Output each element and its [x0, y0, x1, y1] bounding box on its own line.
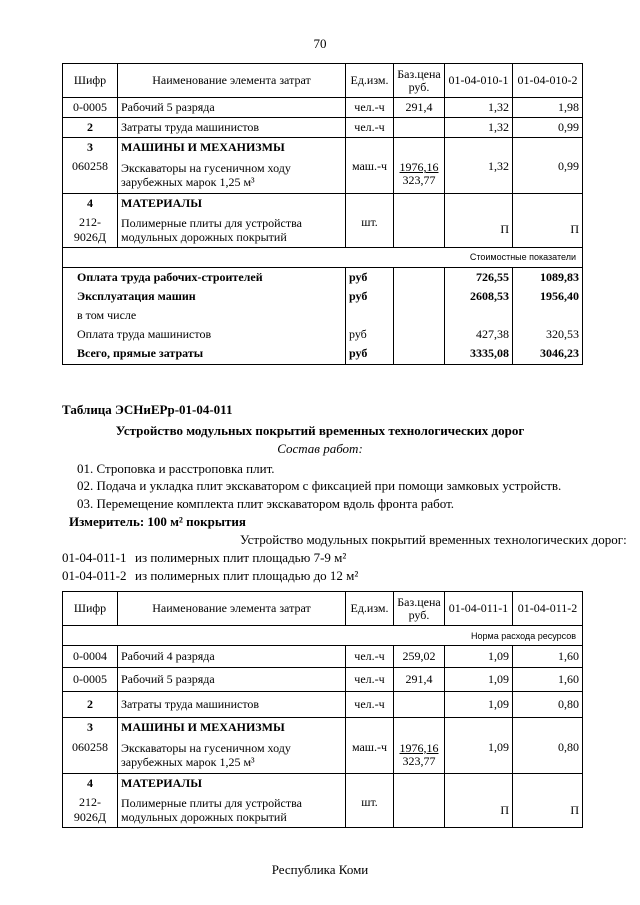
summary-label: Эксплуатация машин — [63, 287, 346, 306]
resource-table-01-04-011 — [62, 591, 583, 828]
work-item: 02. Подача и укладка плит экскаватором с фиксацией при помощи замковых устройств. — [77, 478, 562, 493]
row-price — [394, 157, 445, 193]
row-value-2: 0,80 — [513, 738, 583, 774]
table-row — [63, 157, 583, 193]
row-price — [394, 793, 445, 828]
header-code: Шифр — [63, 64, 118, 98]
variant-code: 01-04-011-2 — [62, 568, 127, 583]
price-bottom: 323,77 — [402, 753, 436, 768]
price-bottom: 323,77 — [402, 173, 436, 188]
row-code: 0-0005 — [63, 98, 118, 118]
summary-value-1: 3335,08 — [445, 344, 513, 364]
variants-intro: Устройство модульных покрытий временных технологических дорог: — [240, 532, 627, 547]
section-label-row — [63, 626, 583, 646]
row-unit: маш.-ч — [346, 157, 394, 193]
section-row — [63, 718, 583, 738]
section-title: МАТЕРИАЛЫ — [118, 774, 346, 794]
cost-table-01-04-010 — [62, 63, 583, 365]
work-item: 03. Перемещение комплекта плит экскаватором вдоль фронта работ. — [77, 496, 455, 511]
row-value-1: 1,32 — [445, 98, 513, 118]
row-unit: маш.-ч — [346, 738, 394, 774]
row-value-1: 1,09 — [445, 738, 513, 774]
section-title: Устройство модульных покрытий временных технологических дорог — [115, 423, 525, 438]
header-unit: Ед.изм. — [346, 64, 394, 98]
row-code: 212-9026Д — [63, 793, 118, 828]
row-code: 3 — [63, 718, 118, 738]
row-price — [394, 213, 445, 248]
section-title: МАШИНЫ И МЕХАНИЗМЫ — [118, 138, 346, 158]
row-price: 291,4 — [394, 668, 445, 692]
row-value-2: 0,99 — [513, 157, 583, 193]
row-price — [394, 692, 445, 718]
row-value-2: 1,60 — [513, 646, 583, 668]
summary-unit: руб — [346, 325, 394, 344]
summary-value-1: 427,38 — [445, 325, 513, 344]
row-code: 4 — [63, 774, 118, 794]
row-value-2: П — [513, 793, 583, 828]
row-value-1: П — [445, 793, 513, 828]
table-header-row — [63, 64, 583, 98]
price-top: 1976,16 — [399, 160, 439, 175]
row-name: Затраты труда машинистов — [118, 118, 346, 138]
summary-value-2: 1089,83 — [513, 267, 583, 287]
row-unit: чел.-ч — [346, 98, 394, 118]
composition-heading: Состав работ: — [277, 441, 363, 456]
summary-value-2: 1956,40 — [513, 287, 583, 306]
header-code: Шифр — [63, 592, 118, 626]
variant-text: из полимерных плит площадью 7-9 м² — [135, 550, 347, 565]
header-name: Наименование элемента затрат — [118, 64, 346, 98]
header-name: Наименование элемента затрат — [118, 592, 346, 626]
summary-row — [63, 287, 583, 306]
row-value-1: 1,32 — [445, 157, 513, 193]
row-code: 4 — [63, 193, 118, 213]
work-item: 01. Строповка и расстроповка плит. — [77, 461, 275, 476]
summary-value-1: 726,55 — [445, 267, 513, 287]
summary-value-2 — [513, 306, 583, 325]
section-title: МАТЕРИАЛЫ — [118, 193, 346, 213]
summary-label: в том числе — [63, 306, 346, 325]
row-value-1: П — [445, 213, 513, 248]
row-name: Рабочий 5 разряда — [118, 668, 346, 692]
row-code: 0-0004 — [63, 646, 118, 668]
summary-row — [63, 306, 583, 325]
page-number: 70 — [313, 36, 327, 51]
row-code: 212-9026Д — [63, 213, 118, 248]
summary-value-1 — [445, 306, 513, 325]
summary-label: Оплата труда рабочих-строителей — [63, 267, 346, 287]
row-value-1: 1,09 — [445, 646, 513, 668]
row-unit: чел.-ч — [346, 692, 394, 718]
meter-label: Измеритель: 100 м² покрытия — [69, 514, 246, 529]
row-value-2: П — [513, 213, 583, 248]
row-code: 0-0005 — [63, 668, 118, 692]
summary-value-1: 2608,53 — [445, 287, 513, 306]
row-code: 060258 — [63, 738, 118, 774]
header-col2: 01-04-011-2 — [513, 592, 583, 626]
row-name: Экскаваторы на гусеничном ходу зарубежных марок 1,25 м³ — [118, 157, 346, 193]
summary-unit: руб — [346, 267, 394, 287]
row-value-2: 1,98 — [513, 98, 583, 118]
row-unit: чел.-ч — [346, 668, 394, 692]
row-code: 2 — [63, 692, 118, 718]
row-unit: шт. — [346, 213, 394, 248]
summary-row — [63, 267, 583, 287]
summary-unit: руб — [346, 287, 394, 306]
header-col1: 01-04-011-1 — [445, 592, 513, 626]
header-price: Баз.цена руб. — [394, 592, 445, 626]
row-price: 259,02 — [394, 646, 445, 668]
header-col2: 01-04-010-2 — [513, 64, 583, 98]
row-name: Полимерные плиты для устройства модульных дорожных покрытий — [118, 793, 346, 828]
row-value-1: 1,09 — [445, 668, 513, 692]
table-row — [63, 793, 583, 828]
row-name: Рабочий 4 разряда — [118, 646, 346, 668]
variant-text: из полимерных плит площадью до 12 м² — [135, 568, 359, 583]
section-row — [63, 774, 583, 794]
row-value-2: 1,60 — [513, 668, 583, 692]
summary-row — [63, 344, 583, 364]
row-unit: шт. — [346, 793, 394, 828]
table-row — [63, 98, 583, 118]
row-code: 3 — [63, 138, 118, 158]
row-code: 060258 — [63, 157, 118, 193]
row-value-1: 1,09 — [445, 692, 513, 718]
section-row — [63, 193, 583, 213]
row-price — [394, 738, 445, 774]
section-label: Норма расхода ресурсов — [63, 626, 583, 646]
row-name: Затраты труда машинистов — [118, 692, 346, 718]
row-price: 291,4 — [394, 98, 445, 118]
summary-unit — [346, 306, 394, 325]
row-code: 2 — [63, 118, 118, 138]
section-row — [63, 138, 583, 158]
row-unit: чел.-ч — [346, 118, 394, 138]
table-row — [63, 646, 583, 668]
table-header-row — [63, 592, 583, 626]
header-col1: 01-04-010-1 — [445, 64, 513, 98]
price-top: 1976,16 — [399, 740, 439, 755]
variant-code: 01-04-011-1 — [62, 550, 127, 565]
section-title: МАШИНЫ И МЕХАНИЗМЫ — [118, 718, 346, 738]
summary-label: Всего, прямые затраты — [63, 344, 346, 364]
row-price — [394, 118, 445, 138]
section-label: Стоимостные показатели — [63, 247, 583, 267]
summary-unit: руб — [346, 344, 394, 364]
header-price: Баз.цена руб. — [394, 64, 445, 98]
row-unit: чел.-ч — [346, 646, 394, 668]
section-label-row — [63, 247, 583, 267]
summary-row — [63, 325, 583, 344]
header-unit: Ед.изм. — [346, 592, 394, 626]
summary-label: Оплата труда машинистов — [63, 325, 346, 344]
row-value-2: 0,99 — [513, 118, 583, 138]
table-row — [63, 692, 583, 718]
table-row — [63, 738, 583, 774]
row-name: Полимерные плиты для устройства модульных дорожных покрытий — [118, 213, 346, 248]
summary-value-2: 3046,23 — [513, 344, 583, 364]
table-label: Таблица ЭСНиЕРр-01-04-011 — [62, 402, 233, 417]
row-value-2: 0,80 — [513, 692, 583, 718]
row-name: Рабочий 5 разряда — [118, 98, 346, 118]
table-row — [63, 668, 583, 692]
row-value-1: 1,32 — [445, 118, 513, 138]
table-row — [63, 213, 583, 248]
footer-region: Республика Коми — [271, 862, 369, 877]
row-name: Экскаваторы на гусеничном ходу зарубежных марок 1,25 м³ — [118, 738, 346, 774]
summary-value-2: 320,53 — [513, 325, 583, 344]
table-row — [63, 118, 583, 138]
